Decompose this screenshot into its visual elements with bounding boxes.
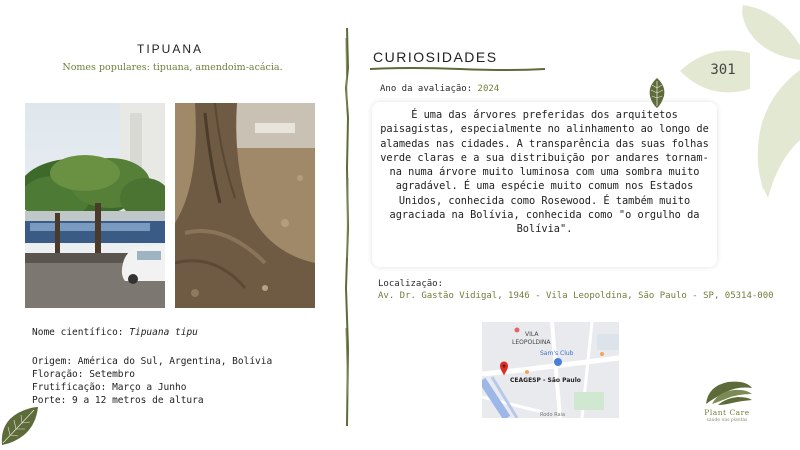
brand-name: Plant Care: [704, 408, 750, 417]
size-text: Porte: 9 a 12 metros de altura: [32, 395, 204, 406]
scientific-name-row: [32, 327, 198, 338]
curiosities-text: É uma das árvores preferidas dos arquitetos paisagistas, especialmente no alinhamento ao longo de alamedas nas cidades. A transparência das suas folhas verde claras e a sua distribuição por andares tornam-na numa árvore muito luminosa com uma sombra muito agradável. É uma espécie muito comum nos Estados Unidos, conhecida como Rosewood. É também muito agraciada na Bolívia, conhecida como "o orgulho da Bolívia".: [380, 109, 709, 236]
plant-care-logo-icon: [698, 378, 758, 406]
brand-tagline: saúde nas plantas: [706, 418, 748, 423]
fruiting-text: Frutificação: Março a Junho: [32, 382, 187, 393]
scientific-name: Tipuana tipu: [129, 327, 198, 338]
map-place-label: CEAGESP - São Paulo: [510, 377, 581, 384]
flowering-text: Floração: Setembro: [32, 369, 135, 380]
badge-number: 301: [710, 62, 736, 78]
location-map[interactable]: [482, 322, 619, 418]
heading-underline: [370, 66, 545, 72]
map-district-label-2: LEOPOLDINA: [512, 339, 551, 346]
plant-title: TIPUANA: [136, 42, 203, 56]
tree-trunk-photo: [175, 103, 315, 308]
origin-text: Origem: América do Sul, Argentina, Bolívia: [32, 356, 273, 367]
scientific-label: Nome científico:: [32, 327, 124, 338]
location-label: Localização:: [378, 279, 444, 289]
location-address: Av. Dr. Gastão Vidigal, 1946 - Vila Leopoldina, São Paulo - SP, 05314-000: [378, 291, 774, 301]
map-road-label: Rodo Raia: [540, 412, 566, 418]
corner-leaf-icon: [0, 405, 38, 445]
popular-names: Nomes populares: tipuana, amendoim-acácia.: [62, 62, 283, 73]
tree-street-photo: [25, 103, 165, 308]
evaluation-year: 2024: [477, 84, 500, 94]
map-district-label-1: VILA: [525, 331, 539, 338]
brush-divider: [343, 28, 351, 426]
leaf-decoration: [668, 0, 800, 200]
curiosities-card: [372, 102, 717, 267]
small-leaf-icon: [648, 78, 666, 108]
evaluation-label: Ano da avaliação:: [380, 84, 473, 94]
map-store-label: Sam's Club: [540, 350, 574, 357]
curiosities-heading: CURIOSIDADES: [373, 49, 498, 65]
evaluation-year-row: [380, 84, 499, 94]
plant-info: [32, 355, 272, 407]
